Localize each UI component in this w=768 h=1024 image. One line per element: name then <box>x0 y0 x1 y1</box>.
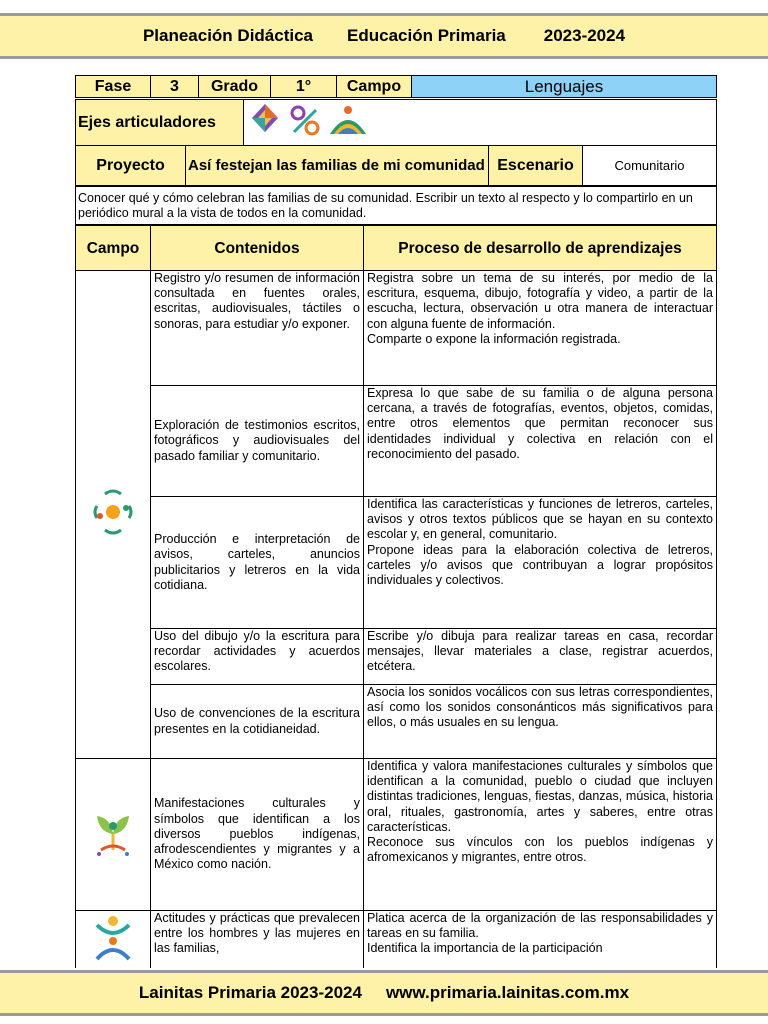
campo-humano-icon-cell <box>76 911 151 969</box>
ejes-icons <box>244 100 717 146</box>
proceso-cell <box>364 497 717 629</box>
escenario-value: Comunitario <box>583 146 717 186</box>
proceso-cell <box>364 386 717 497</box>
grado-value: 1° <box>271 76 337 98</box>
table-row <box>76 759 717 911</box>
contenido-cell: Producción e interpretación de avisos, carteles, anuncios publicitarios y letreros en la vida cotidiana. <box>151 497 364 629</box>
header-contenidos: Contenidos <box>151 226 364 271</box>
footer-left: Lainitas Primaria 2023-2024 <box>138 983 362 1002</box>
proceso-paragraph: Expresa lo que sabe de su familia o de alguna persona cercana, a través de fotografías, eventos, objetos, comidas, entre otros elementos que permitan reconocer sus identidades individual y colectiva en relación con el reconocimiento del pasado. <box>367 386 713 461</box>
info-row-proyecto <box>75 145 717 186</box>
proceso-cell <box>364 911 717 969</box>
interculturalidad-icon <box>330 106 366 134</box>
contenido-cell: Exploración de testimonios escritos, fotográficos y audiovisuales del pasado familiar y comunitario. <box>151 386 364 497</box>
table-row <box>76 629 717 685</box>
header-proceso: Proceso de desarrollo de aprendizajes <box>364 226 717 271</box>
project-description <box>75 186 717 225</box>
proceso-paragraph: Platica acerca de la organización de las responsabilidades y tareas en su familia. <box>367 911 713 941</box>
header-year: 2023-2024 <box>543 26 626 45</box>
table-row <box>76 497 717 629</box>
proceso-cell <box>364 685 717 759</box>
content-table-header <box>76 226 717 271</box>
table-row <box>76 911 717 969</box>
table-row <box>76 386 717 497</box>
inclusion-icon <box>252 104 278 132</box>
lenguajes-icon <box>91 486 135 538</box>
description-text: Conocer qué y cómo celebran las familias de su comunidad. Escribir un texto al respecto y lo compartirlo en un periódico mural a la vista de todos en la comunidad. <box>76 187 717 225</box>
table-row <box>76 271 717 386</box>
header-campo: Campo <box>76 226 151 271</box>
proyecto-value: Así festejan las familias de mi comunidad <box>186 146 489 186</box>
proceso-paragraph: Propone ideas para la elaboración colectiva de letreros, carteles y/o avisos que contribuyan a lograr propósitos individuales y colectivos. <box>367 542 713 588</box>
contenido-cell: Registro y/o resumen de información consultada en fuentes orales, escritas, audiovisuales, táctiles o sonoras, para estudiar y/o exponer. <box>151 271 364 386</box>
info-row-ejes <box>75 99 717 146</box>
proceso-paragraph: Escribe y/o dibuja para realizar tareas en casa, recordar mensajes, llevar materiales a clase, registrar acuerdos, etcétera. <box>367 629 713 674</box>
campo-value: Lenguajes <box>412 76 717 98</box>
ejes-label: Ejes articuladores <box>76 100 244 146</box>
proceso-cell <box>364 629 717 685</box>
proceso-paragraph: Identifica las características y funciones de letreros, carteles, avisos y otros textos públicos que se hayan en su contexto escolar y, en general, comunitario. <box>367 497 713 542</box>
campo-label: Campo <box>337 76 412 98</box>
proceso-cell <box>364 759 717 911</box>
etica-naturaleza-icon <box>91 806 135 858</box>
grado-label: Grado <box>199 76 271 98</box>
table-row <box>76 685 717 759</box>
header-title: Planeación Didáctica <box>142 26 314 45</box>
proceso-cell <box>364 271 717 386</box>
footer-url[interactable]: www.primaria.lainitas.com.mx <box>385 983 630 1002</box>
proceso-paragraph: Identifica y valora manifestaciones culturales y símbolos que identifican a la comunidad, pueblo o ciudad que incluyen distintas tradiciones, lenguas, fiestas, danzas, música, historia oral, rituales, gastronomía, artes y saberes, entre otras características. <box>367 759 713 834</box>
footer-banner <box>0 970 768 1016</box>
contenido-cell: Manifestaciones culturales y símbolos que identifican a los diversos pueblos indígenas, afrodescendientes y migrantes y a México como nación. <box>151 759 364 911</box>
equidad-icon <box>292 107 318 134</box>
escenario-label: Escenario <box>489 146 583 186</box>
fase-label: Fase <box>76 76 151 98</box>
contenido-cell: Uso de convenciones de la escritura presentes en la cotidianeidad. <box>151 685 364 759</box>
proyecto-label: Proyecto <box>76 146 186 186</box>
proceso-paragraph: Comparte o expone la información registrada. <box>367 331 621 346</box>
info-row-fase <box>75 75 717 98</box>
campo-lenguajes-icon-cell <box>76 271 151 759</box>
proceso-paragraph: Identifica la importancia de la participación <box>367 941 603 956</box>
proceso-paragraph: Registra sobre un tema de su interés, por medio de la escritura, esquema, dibujo, fotografía y video, a partir de la escucha, lectura, observación u otra manera de interactuar con alguna fuente de información. <box>367 271 713 331</box>
header-level: Educación Primaria <box>347 26 506 45</box>
content-table <box>75 225 717 968</box>
contenido-cell: Uso del dibujo y/o la escritura para recordar actividades y acuerdos escolares. <box>151 629 364 685</box>
campo-etica-icon-cell <box>76 759 151 911</box>
ejes-icons-svg <box>248 100 398 140</box>
proceso-paragraph: Reconoce sus vínculos con los pueblos indígenas y afromexicanos y migrantes, entre otros. <box>367 835 713 865</box>
contenido-cell: Actitudes y prácticas que prevalecen entre los hombres y las mujeres en las familias, <box>151 911 364 969</box>
de-lo-humano-icon <box>91 911 135 963</box>
proceso-paragraph: Asocia los sonidos vocálicos con sus letras correspondientes, así como los sonidos consonánticos más significativos para ellos, o más usuales en su lengua. <box>367 685 713 730</box>
fase-value: 3 <box>151 76 199 98</box>
